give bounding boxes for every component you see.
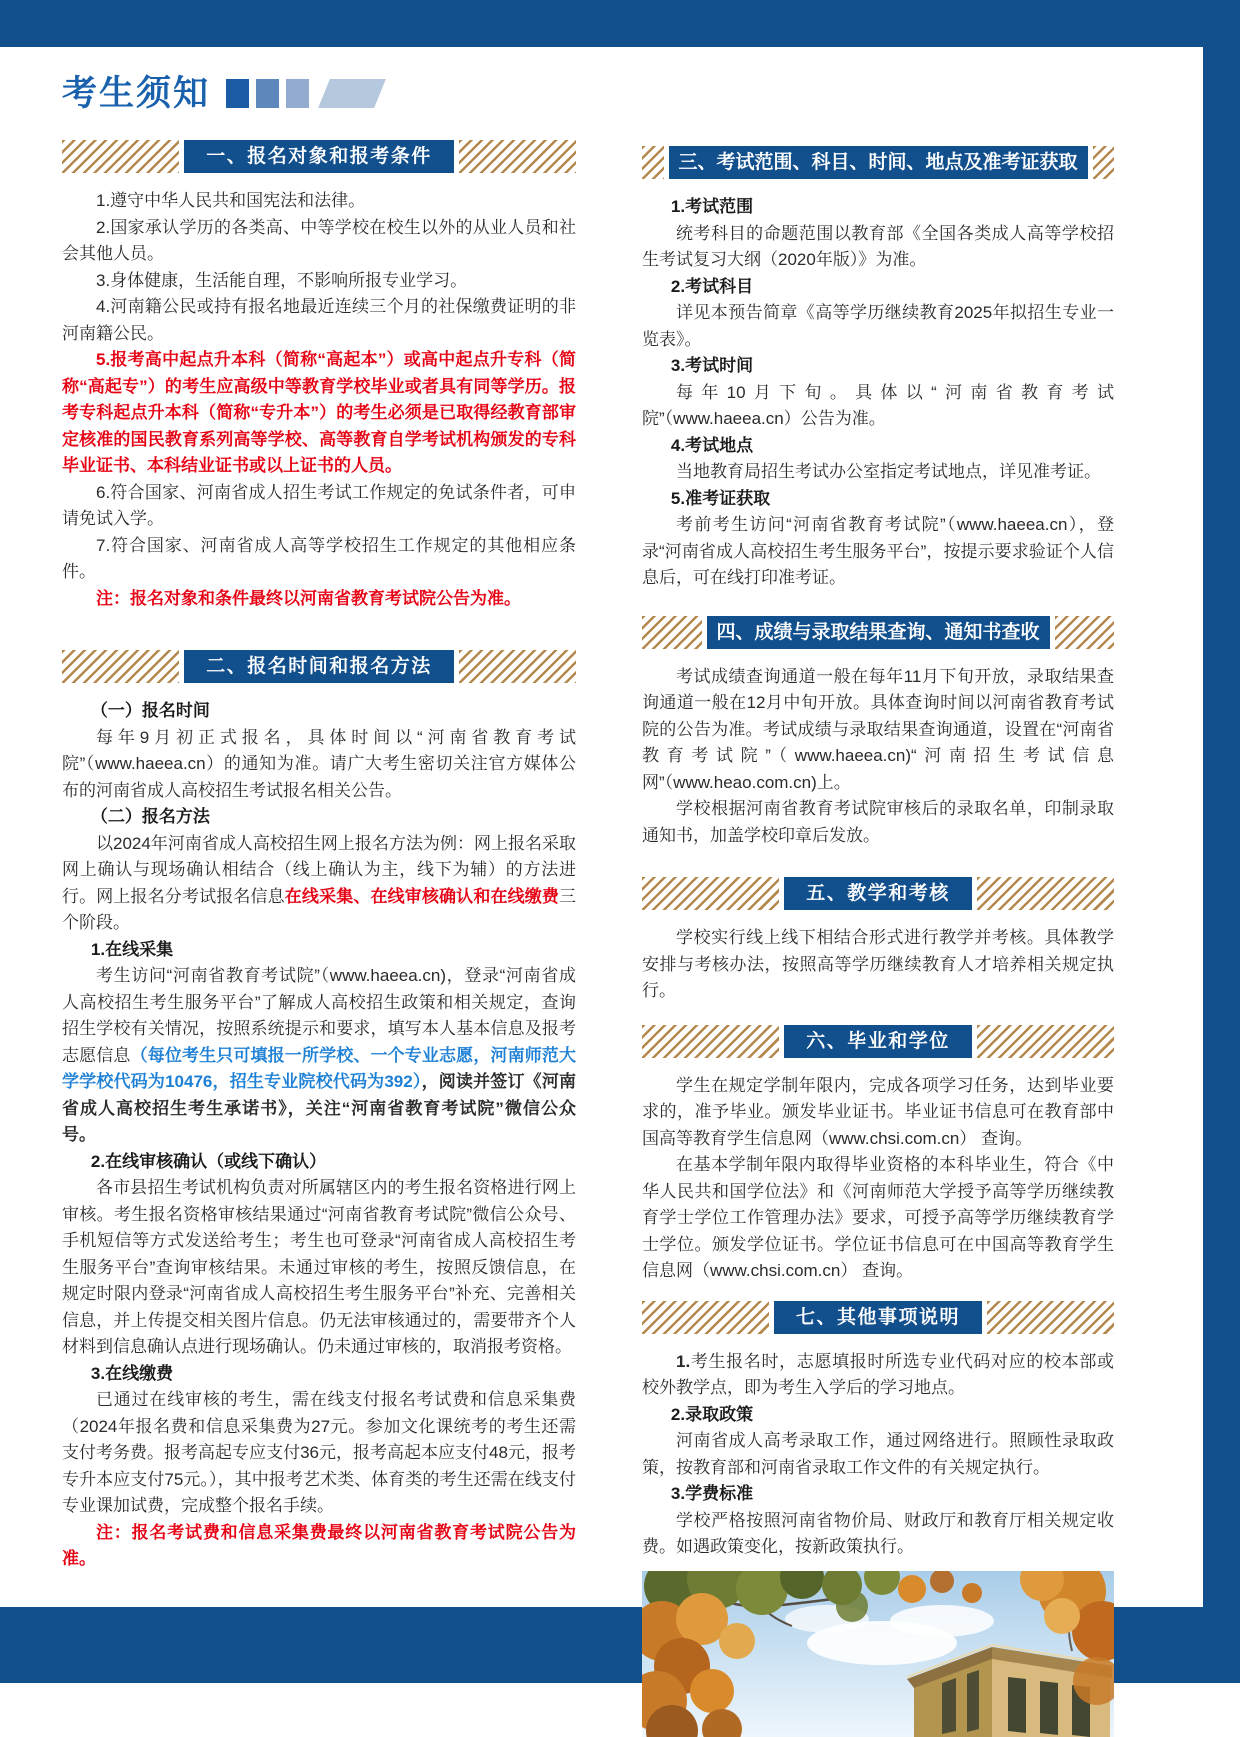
- hatch-stripe: [642, 877, 779, 910]
- deco-square-medium: [256, 79, 279, 108]
- section-title: 一、报名对象和报考条件: [184, 140, 454, 173]
- section-header-6: [642, 1025, 1114, 1058]
- hatch-stripe: [987, 1301, 1114, 1334]
- paragraph: 当地教育局招生考试办公室指定考试地点，详见准考证。: [676, 462, 1101, 481]
- note-red: 注：报名考试费和信息采集费最终以河南省教育考试院公告为准。: [62, 1522, 576, 1568]
- subheading: 2.录取政策: [670, 1404, 754, 1424]
- paragraph: 已通过在线审核的考生，需在线支付报名考试费和信息采集费（2024年报名费和信息采集费为27元。参加文化课统考的考生还需支付考务费。报考高起专应支付36元，报考高起本应支付48元，报考专升本应支付75元。），其中报考艺术类、体育类的考生还需在线支付专业课加试费，完成整个报名手续。: [62, 1390, 576, 1515]
- section-header-1: [62, 140, 576, 173]
- subheading: 1.在线采集: [90, 939, 174, 959]
- highlight-red: 在线采集、在线审核确认和在线缴费: [284, 886, 560, 906]
- section-title: 三、考试范围、科目、时间、地点及准考证获取: [669, 146, 1088, 179]
- paragraph: [62, 831, 576, 937]
- right-column: [642, 140, 1114, 1737]
- hatch-stripe: [1093, 146, 1115, 179]
- title-decoration: [226, 79, 380, 108]
- notice-item: 2.国家承认学历的各类高、中等学校在校生以外的从业人员和社会其他人员。: [62, 217, 576, 263]
- section-title: 五、教学和考核: [784, 877, 972, 910]
- hatch-stripe: [642, 146, 664, 179]
- notice-item: 6.符合国家、河南省成人招生考试工作规定的免试条件者，可申请免试入学。: [62, 482, 576, 528]
- hatch-stripe: [62, 650, 179, 683]
- text-run: 三个阶段。: [62, 886, 577, 932]
- notice-item: 7.符合国家、河南省成人高等学校招生工作规定的其他相应条件。: [62, 535, 576, 581]
- text-run: 考生访问“河南省教育考试院”（www.haeea.cn)，登录“河南省成人高校招生考生服务平台”了解成人高校招生政策和相关规定，查询招生学校有关情况，按照系统提示和要求，填写本人基本信息及报考志愿信息: [62, 966, 576, 1065]
- paragraph: 学校根据河南省教育考试院审核后的录取名单，印制录取通知书，加盖学校印章后发放。: [642, 799, 1114, 845]
- notice-item: 3.身体健康，生活能自理，不影响所报专业学习。: [96, 270, 468, 290]
- section-header-2: [62, 650, 576, 683]
- right-edge-band: [1203, 8, 1240, 1683]
- subheading: 3.在线缴费: [90, 1363, 174, 1383]
- notice-item: 4.河南籍公民或持有报名地最近连续三个月的社保缴费证明的非河南籍公民。: [62, 297, 576, 343]
- hatch-stripe: [642, 1301, 769, 1334]
- subheading: （一）报名时间: [90, 701, 210, 720]
- paragraph: 考前考生访问“河南省教育考试院”（www.haeea.cn），登录“河南省成人高校招生考生服务平台”，按提示要求验证个人信息后，可在线打印准考证。: [642, 515, 1114, 587]
- hatch-stripe: [977, 877, 1114, 910]
- paragraph: 学校严格按照河南省物价局、财政厅和教育厅相关规定收费。如遇政策变化，按新政策执行。: [642, 1510, 1114, 1556]
- left-column: [62, 140, 576, 1737]
- page-title-row: [62, 76, 380, 111]
- hatch-stripe: [642, 1025, 779, 1058]
- hatch-stripe: [977, 1025, 1114, 1058]
- highlight-blue: （每位考生只可填报一所学校、一个专业志愿，河南师范大学学校代码为10476，招生专业院校代码为392）: [62, 1045, 577, 1091]
- deco-square-light: [286, 79, 309, 108]
- item-number: 1.: [676, 1351, 691, 1371]
- section-header-7: [642, 1301, 1114, 1334]
- section-title: 七、其他事项说明: [774, 1301, 982, 1334]
- paragraph: 学生在规定学制年限内，完成各项学习任务，达到毕业要求的，准予毕业。颁发毕业证书。毕业证书信息可在教育部中国高等教育学生信息网（www.chsi.com.cn） 查询。: [642, 1075, 1114, 1148]
- hatch-stripe: [642, 616, 702, 649]
- section-title: 二、报名时间和报名方法: [184, 650, 454, 683]
- hatch-stripe: [459, 140, 576, 173]
- section-header-3: [642, 146, 1114, 179]
- notice-item: 1.遵守中华人民共和国宪法和法律。: [96, 191, 366, 210]
- paragraph: 每年10月下旬。具体以“河南省教育考试院”（www.haeea.cn）公告为准。: [642, 382, 1114, 428]
- top-banner-bar: [0, 0, 1240, 47]
- paragraph: 河南省成人高考录取工作，通过网络进行。照顾性录取政策，按教育部和河南省录取工作文件的有关规定执行。: [642, 1431, 1114, 1477]
- paragraph: 学校实行线上线下相结合形式进行教学并考核。具体教学安排与考核办法，按照高等学历继续教育人才培养相关规定执行。: [642, 928, 1114, 1000]
- section-title: 四、成绩与录取结果查询、通知书查收: [707, 616, 1050, 649]
- text-run: 以2024年河南省成人高校招生网上报名方法为例：网上报名采取网上确认与现场确认相结合（线上确认为主，线下为辅）的方法进行。网上报名分考试报名信息: [62, 833, 576, 906]
- paragraph: [642, 1349, 1114, 1402]
- paragraph: 考试成绩查询通道一般在每年11月下旬开放，录取结果查询通道一般在12月中旬开放。具体查询时间以河南省教育考试院的公告为准。考试成绩与录取结果查询通道，设置在“河南省教育考试院”（www.haeea.cn)“河南招生考试信息网”（www.heao.com.cn)上。: [642, 666, 1114, 792]
- subheading: 1.考试范围: [670, 197, 754, 216]
- section-header-5: [642, 877, 1114, 910]
- hatch-stripe: [62, 140, 179, 173]
- notice-item-highlight: 5.报考高中起点升本科（简称“高起本”）或高中起点升专科（简称“高起专”）的考生应高级中等教育学校毕业或者具有同等学历。报考专科起点升本科（简称“专升本”）的考生必须是已取得经教育部审定核准的国民教育系列高等学校、高等教育自学考试机构颁发的专科毕业证书、本科结业证书或以上证书的人员。: [62, 350, 576, 475]
- campus-photo: [642, 1571, 1114, 1737]
- subheading: 3.学费标准: [670, 1484, 754, 1503]
- subheading: 2.考试科目: [670, 276, 754, 296]
- deco-square-dark: [226, 79, 249, 108]
- note-red: 注：报名对象和条件最终以河南省教育考试院公告为准。: [96, 588, 521, 608]
- hatch-stripe: [459, 650, 576, 683]
- text-run-bold: ，阅读并签订《河南省成人高校招生考生承诺书》，关注“河南省教育考试院”微信公众号。: [62, 1072, 577, 1144]
- section-header-4: [642, 616, 1114, 649]
- text-run: 考生报名时，志愿填报时所选专业代码对应的校本部或校外教学点，即为考生入学后的学习地点。: [642, 1351, 1114, 1397]
- subheading: 4.考试地点: [670, 435, 754, 455]
- paragraph: 各市县招生考试机构负责对所属辖区内的考生报名资格进行网上审核。考生报名资格审核结果通过“河南省教育考试院”微信公众号、手机短信等方式发送给考生；考生也可登录“河南省成人高校招生考生服务平台”查询审核结果。未通过审核的考生，按照反馈信息，在规定时限内登录“河南省成人高校招生考生服务平台”补充、完善相关信息，并上传提交相关图片信息。仍无法审核通过的，需要带齐个人材料到信息确认点进行现场确认。仍未通过审核的，取消报考资格。: [62, 1178, 576, 1356]
- content-area: [62, 140, 1114, 1737]
- paragraph: 统考科目的命题范围以教育部《全国各类成人高等学校招生考试复习大纲（2020年版）》为准。: [642, 223, 1114, 269]
- subheading: 3.考试时间: [670, 356, 754, 375]
- page-title: 考生须知: [62, 74, 211, 113]
- paragraph: 在基本学制年限内取得毕业资格的本科毕业生，符合《中华人民共和国学位法》和《河南师范大学授予高等学历继续教育学士学位工作管理办法》要求，可授予高等学历继续教育学士学位。颁发学位证书。学位证书信息可在中国高等教育学生信息网（www.chsi.com.cn） 查询。: [642, 1155, 1114, 1280]
- deco-parallelogram: [318, 79, 386, 108]
- subheading: 5.准考证获取: [670, 488, 771, 508]
- subheading: （二）报名方法: [90, 807, 210, 826]
- subheading: 2.在线审核确认（或线下确认）: [90, 1151, 327, 1171]
- section-title: 六、毕业和学位: [784, 1025, 972, 1058]
- paragraph: 每年9月初正式报名，具体时间以“河南省教育考试院”（www.haeea.cn）的通知为准。请广大考生密切关注官方媒体公布的河南省成人高校招生考试报名相关公告。: [62, 727, 576, 800]
- paragraph: 详见本预告简章《高等学历继续教育2025年拟招生专业一览表》。: [642, 303, 1114, 349]
- paragraph: [62, 963, 576, 1149]
- hatch-stripe: [1055, 616, 1115, 649]
